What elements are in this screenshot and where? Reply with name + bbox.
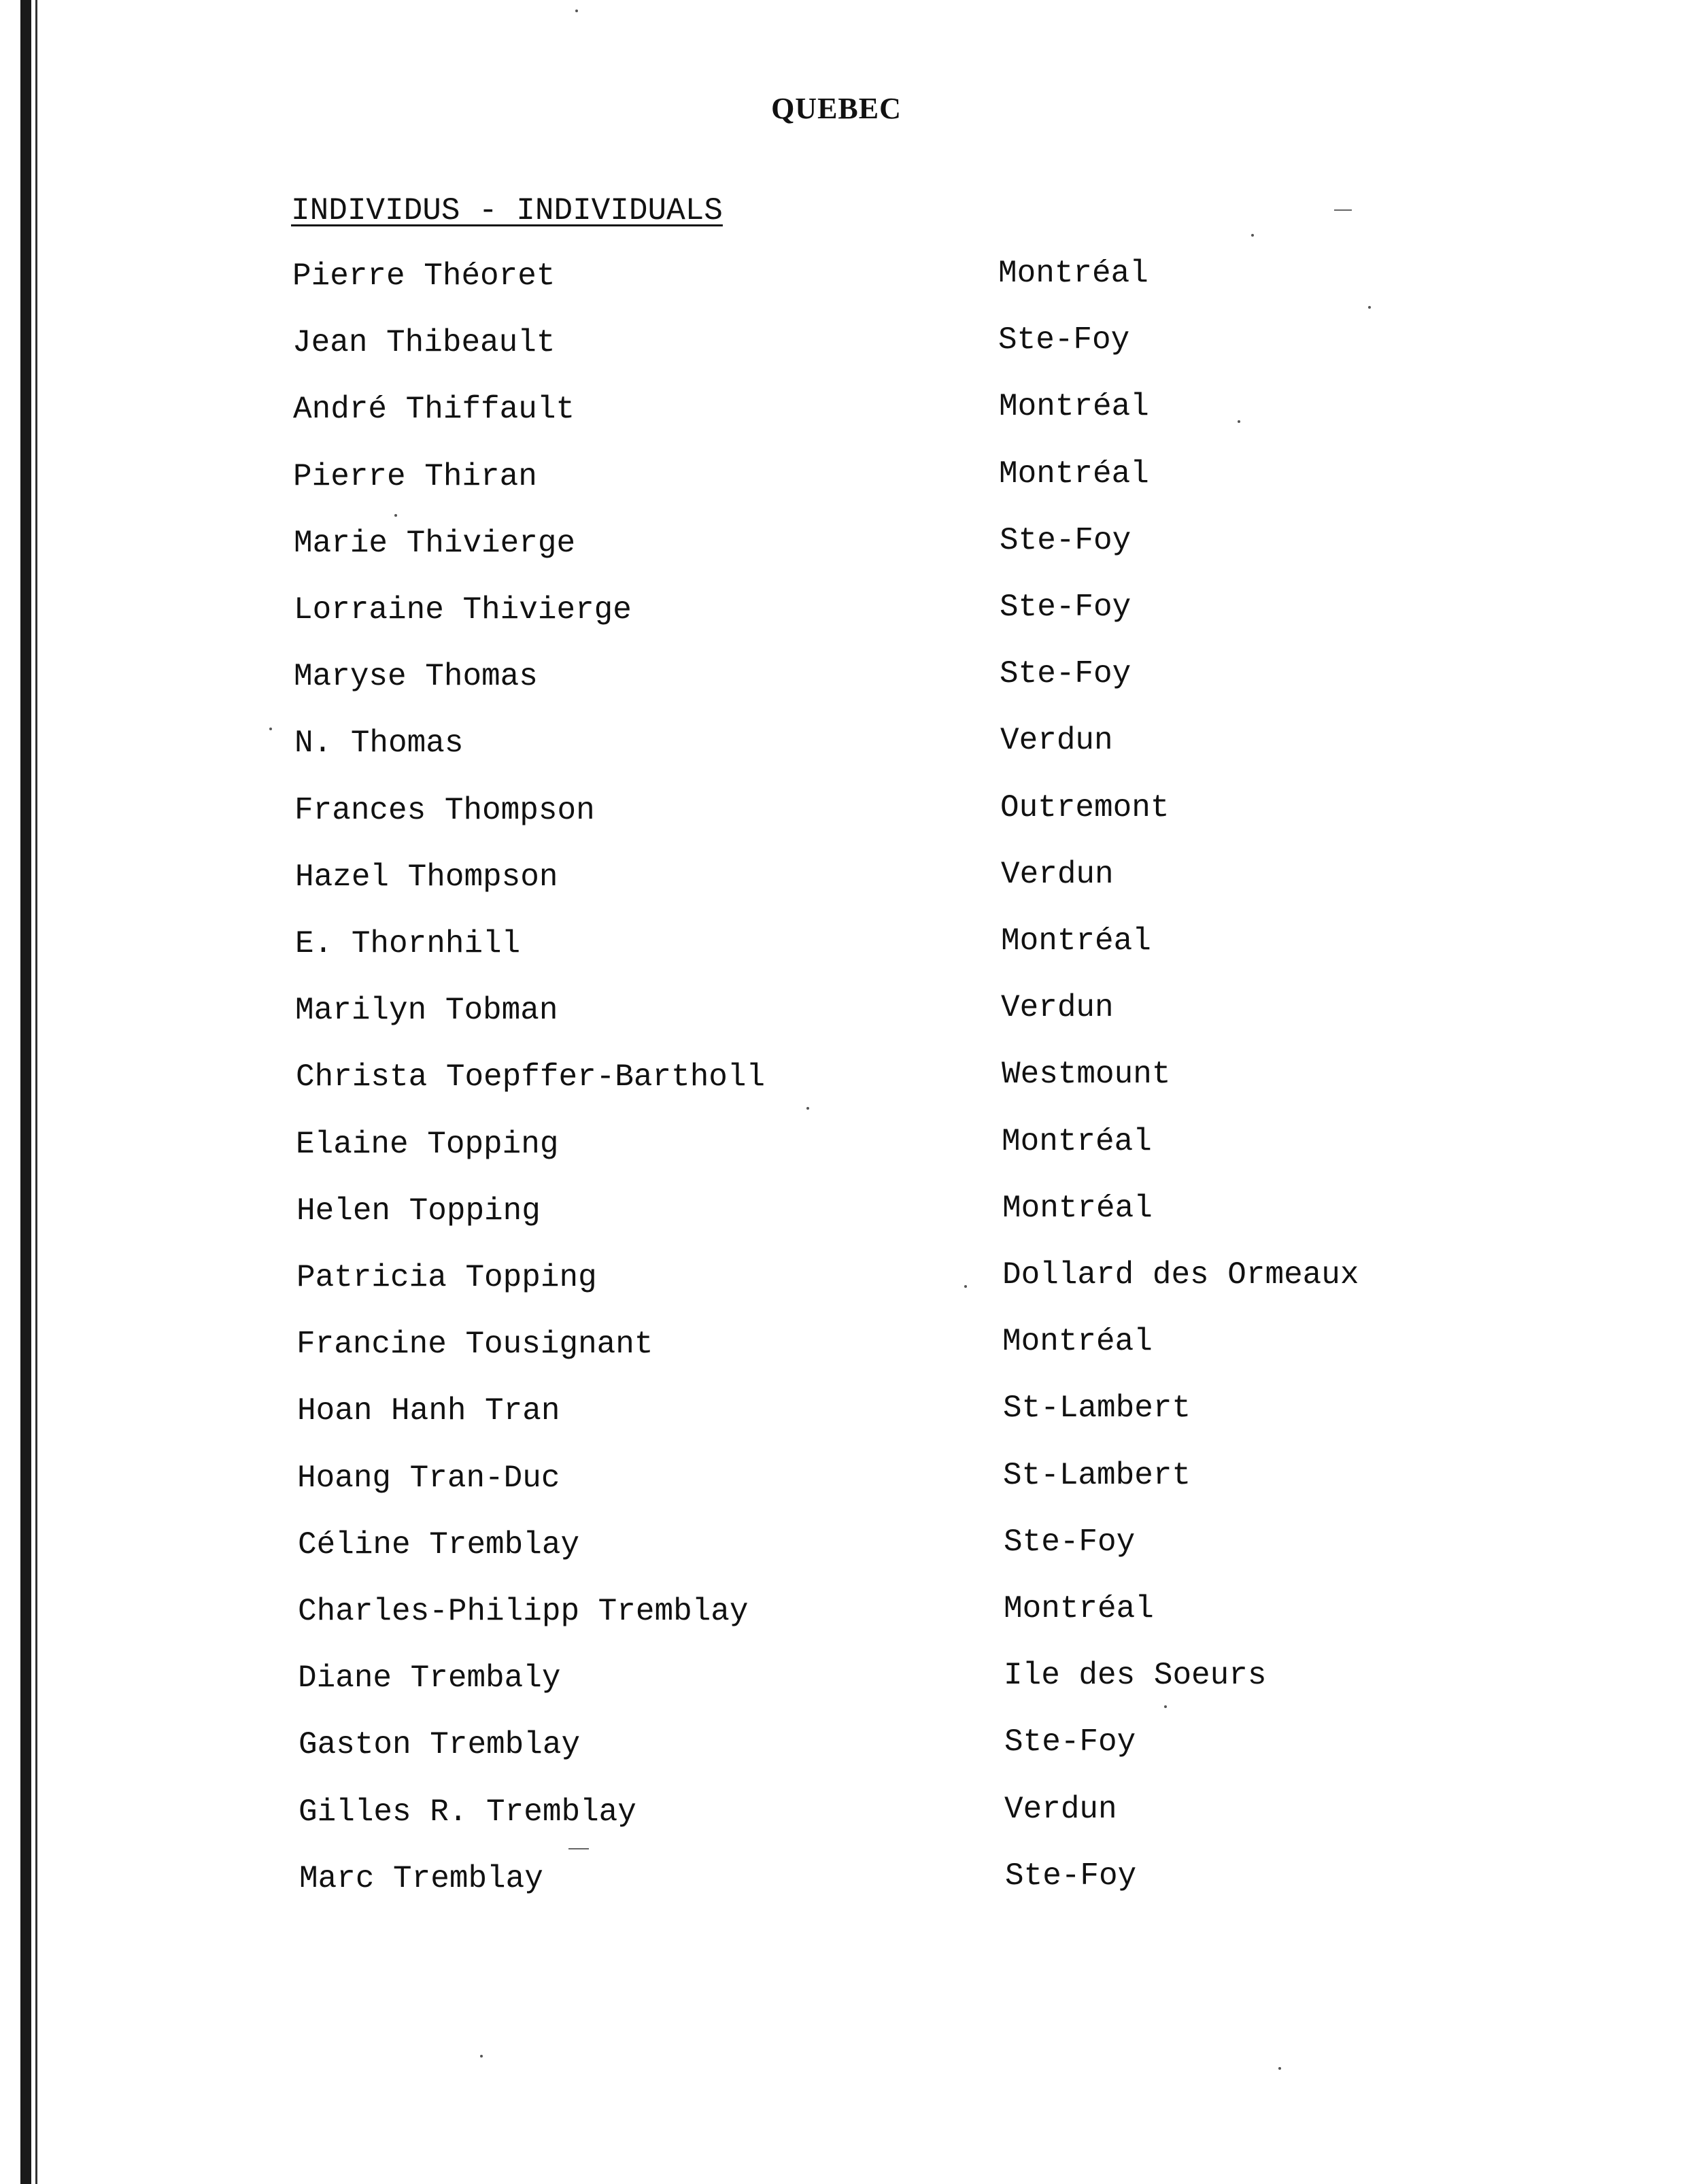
entry-city: Ste-Foy — [1005, 1858, 1137, 1894]
list-item — [3, 1059, 1635, 1100]
entry-name: Marilyn Tobman — [295, 993, 558, 1028]
list-item — [5, 1660, 1637, 1701]
entry-city: Ste-Foy — [1000, 523, 1131, 558]
entry-name: Lorraine Thivierge — [294, 592, 632, 628]
list-item — [2, 723, 1634, 766]
entry-city: Verdun — [1001, 857, 1114, 892]
entry-name: Frances Thompson — [294, 793, 595, 828]
scan-speck — [1251, 234, 1254, 237]
entry-city: Westmount — [1002, 1057, 1171, 1092]
list-item — [1, 592, 1633, 633]
entry-city: Dollard des Ormeaux — [1002, 1257, 1359, 1293]
scan-speck — [480, 2055, 483, 2058]
entry-city: Ste-Foy — [1004, 1724, 1136, 1760]
entry-name: Christa Toepffer-Bartholl — [296, 1059, 766, 1095]
list-item — [1, 456, 1633, 500]
list-item — [1, 389, 1633, 432]
entry-name: Patricia Topping — [296, 1260, 597, 1295]
entry-name: Hazel Thompson — [295, 859, 558, 895]
entry-name: Hoan Hanh Tran — [297, 1393, 560, 1429]
entry-city: Montréal — [1004, 1591, 1154, 1626]
list-item — [1, 523, 1633, 566]
list-item — [3, 1124, 1635, 1167]
entry-name: Gaston Tremblay — [299, 1727, 581, 1762]
entry-city: Verdun — [1001, 990, 1114, 1025]
entry-city: St-Lambert — [1003, 1458, 1191, 1493]
list-item — [4, 1193, 1636, 1234]
list-item — [4, 1324, 1636, 1367]
list-item — [1, 656, 1633, 700]
entry-name: Helen Topping — [296, 1193, 541, 1229]
scan-speck — [806, 1107, 809, 1110]
entry-name: Céline Tremblay — [298, 1527, 580, 1563]
list-item — [2, 790, 1634, 834]
scan-speck — [1278, 2067, 1281, 2070]
list-item — [5, 1591, 1637, 1635]
list-item — [7, 1858, 1639, 1902]
entry-city: Ste-Foy — [1004, 1524, 1136, 1560]
entry-city: Montréal — [1002, 1191, 1153, 1226]
entry-city: Montréal — [999, 456, 1149, 492]
entry-city: Verdun — [1000, 723, 1113, 758]
list-item — [0, 322, 1632, 366]
scan-speck — [1238, 420, 1240, 423]
entry-city: Ste-Foy — [1000, 590, 1131, 625]
list-item — [3, 859, 1635, 900]
section-heading: INDIVIDUS - INDIVIDUALS — [291, 193, 723, 228]
entry-name: André Thiffault — [293, 392, 575, 427]
list-item — [6, 1724, 1638, 1768]
page-title: QUEBEC — [771, 92, 902, 125]
entry-name: Charles-Philipp Tremblay — [298, 1594, 749, 1629]
list-item — [3, 990, 1635, 1034]
scan-speck — [1368, 306, 1371, 309]
entry-city: Montréal — [1002, 1324, 1153, 1359]
entry-name: N. Thomas — [294, 726, 464, 761]
scan-speck — [269, 728, 272, 730]
entry-name: Pierre Thiran — [293, 459, 537, 494]
entry-city: Verdun — [1004, 1792, 1117, 1827]
list-item — [5, 1390, 1637, 1434]
entry-name: Maryse Thomas — [294, 659, 538, 694]
entry-name: Marie Thivierge — [294, 526, 576, 561]
entry-name: Hoang Tran-Duc — [297, 1461, 560, 1496]
entry-city: Montréal — [999, 389, 1149, 424]
entry-city: Ste-Foy — [1000, 656, 1131, 692]
scan-speck — [394, 514, 397, 517]
list-item — [3, 923, 1635, 967]
entry-name: E. Thornhill — [295, 926, 521, 961]
scan-mark — [1334, 209, 1352, 211]
list-item — [6, 1794, 1638, 1835]
entry-city: Montréal — [1002, 1124, 1152, 1159]
list-item — [5, 1458, 1637, 1501]
entry-name: Jean Thibeault — [292, 325, 556, 360]
list-item — [5, 1524, 1637, 1568]
list-item — [4, 1257, 1636, 1301]
list-item — [0, 258, 1632, 299]
entry-name: Francine Tousignant — [296, 1327, 653, 1362]
entry-name: Pierre Théoret — [292, 258, 556, 294]
entry-name: Diane Trembaly — [298, 1660, 561, 1696]
entry-city: Montréal — [998, 256, 1148, 291]
scan-speck — [964, 1285, 967, 1288]
entry-city: Ile des Soeurs — [1004, 1658, 1267, 1693]
scan-mark — [568, 1848, 589, 1849]
entry-name: Gilles R. Tremblay — [299, 1794, 636, 1830]
entry-city: Outremont — [1000, 790, 1170, 825]
entry-name: Elaine Topping — [296, 1127, 559, 1162]
entry-city: Montréal — [1001, 923, 1151, 959]
entry-city: St-Lambert — [1003, 1390, 1191, 1426]
entry-city: Ste-Foy — [998, 322, 1130, 358]
scan-speck — [1164, 1705, 1167, 1708]
entry-name: Marc Tremblay — [299, 1861, 543, 1896]
scan-speck — [575, 10, 578, 12]
